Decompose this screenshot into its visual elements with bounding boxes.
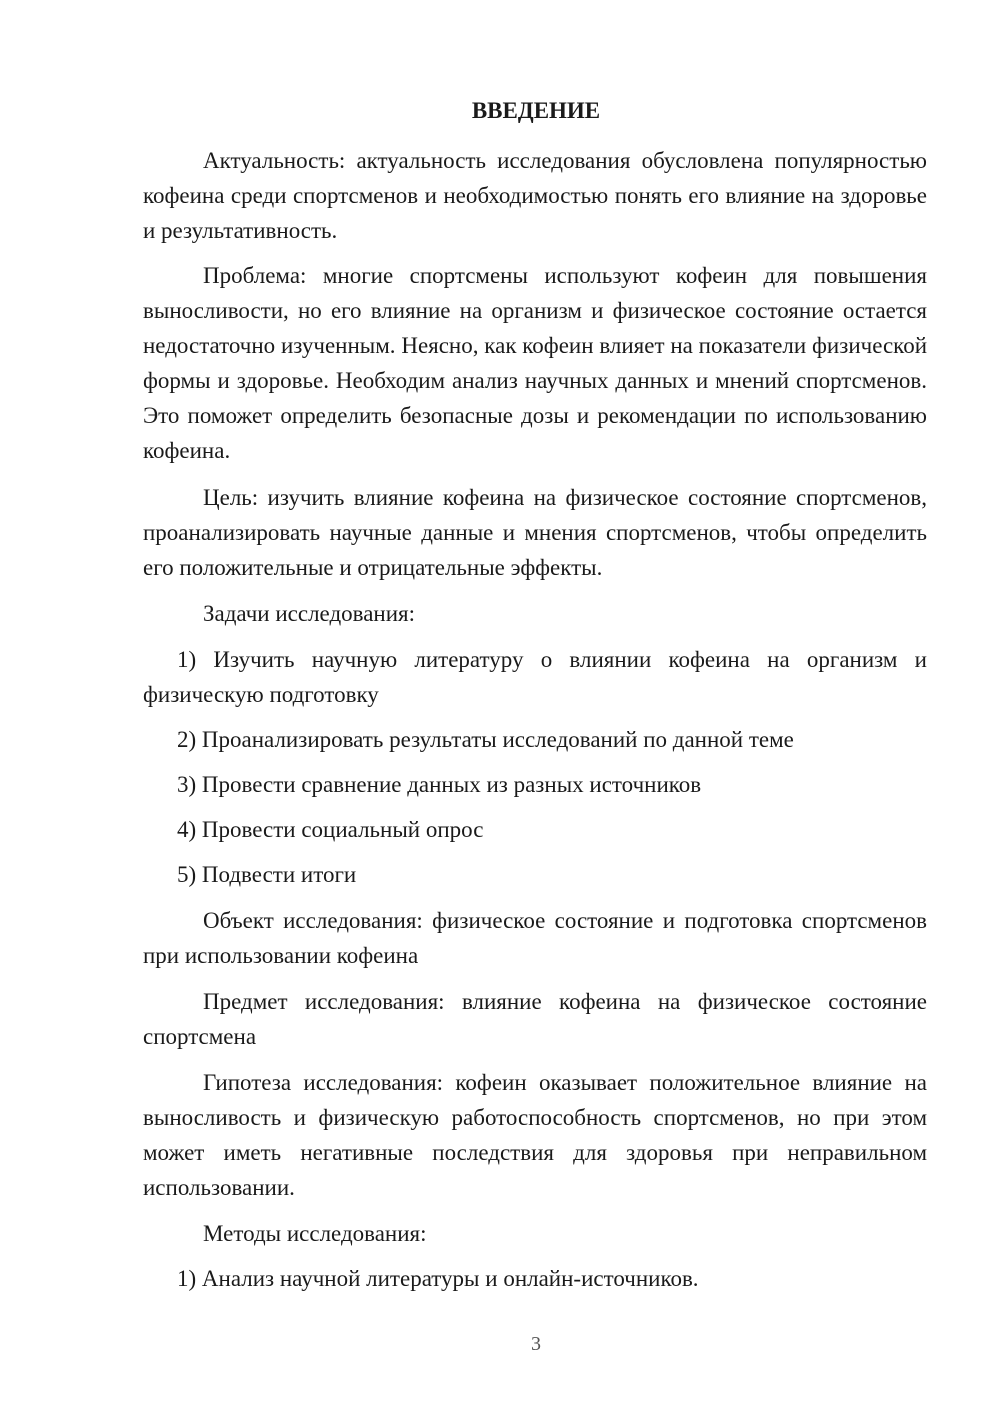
task-item-4: 4) Провести социальный опрос [177, 817, 484, 842]
method-item-1: 1) Анализ научной литературы и онлайн-источников. [177, 1266, 699, 1291]
methods-heading: Методы исследования: [203, 1221, 427, 1246]
page-title: ВВЕДЕНИЕ [471, 98, 601, 123]
tasks-heading: Задачи исследования: [203, 601, 416, 626]
hypothesis-paragraph: Гипотеза исследования: кофеин оказывает положительное влияние на выносливость и физическую работоспособность спортсменов, но при этом может иметь негативные последствия для здоровья при неправильном использовании. [143, 1070, 927, 1200]
goal-paragraph: Цель: изучить влияние кофеина на физическое состояние спортсменов, проанализировать научные данные и мнения спортсменов, чтобы определить его положительные и отрицательные эффекты. [143, 485, 927, 580]
subject-paragraph: Предмет исследования: влияние кофеина на физическое состояние спортсмена [143, 989, 927, 1049]
object-paragraph: Объект исследования: физическое состояние и подготовка спортсменов при использовании кофеина [143, 908, 927, 968]
task-item-1: 1) Изучить научную литературу о влиянии кофеина на организм и физическую подготовку [143, 647, 927, 707]
page-number: 3 [531, 1333, 541, 1355]
task-item-2: 2) Проанализировать результаты исследований по данной теме [177, 727, 794, 752]
relevance-paragraph: Актуальность: актуальность исследования обусловлена популярностью кофеина среди спортсменов и необходимостью понять его влияние на здоровье и результативность. [143, 148, 927, 243]
task-item-3: 3) Провести сравнение данных из разных источников [177, 772, 702, 797]
task-item-5: 5) Подвести итоги [177, 862, 357, 887]
problem-paragraph: Проблема: многие спортсмены используют кофеин для повышения выносливости, но его влияние на организм и физическое состояние остается недостаточно изученным. Неясно, как кофеин влияет на показатели физической формы и здоровье. Необходим анализ научных данных и мнений спортсменов. Это поможет определить безопасные дозы и рекомендации по использованию кофеина. [143, 263, 927, 463]
